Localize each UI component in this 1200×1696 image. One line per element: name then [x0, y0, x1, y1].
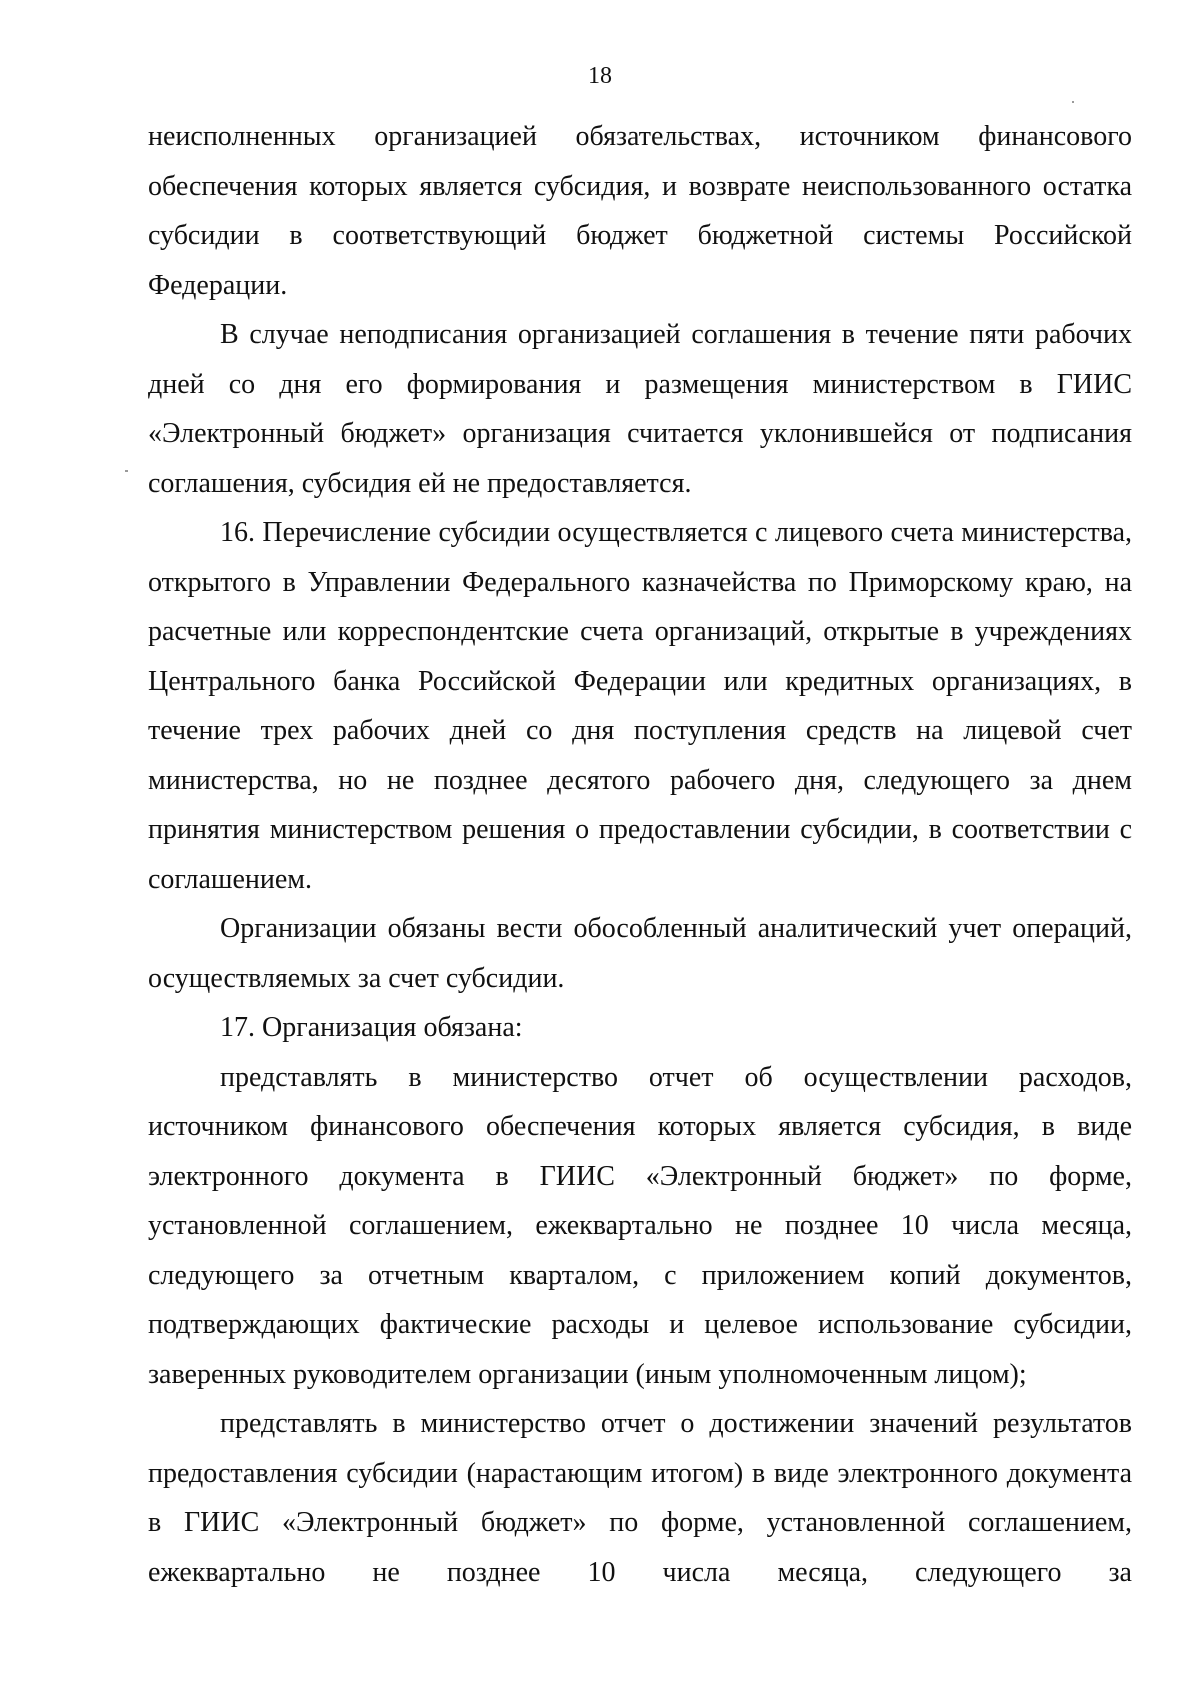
paragraph-expense-report: представлять в министерство отчет об осуществлении расходов, источником финансового обеспечения которых является субсидия, в виде электронного документа в ГИИС «Электронный бюджет» по форме, установленной соглашением, ежеквартально не позднее 10 числа месяца, следующего за отчетным кварталом, с приложением копий документов, подтверждающих фактические расходы и целевое использование субсидии, заверенных руководителем организации (иным уполномоченным лицом); — [148, 1061, 1132, 1390]
scan-speck — [125, 470, 128, 472]
paragraph-analytical-accounting: Организации обязаны вести обособленный аналитический учет операций, осуществляемых за счет субсидии. — [148, 913, 1132, 994]
document-body — [148, 112, 1132, 1597]
page-number: 18 — [588, 63, 612, 89]
paragraph-results-report: представлять в министерство отчет о достижении значений результатов предоставления субсидии (нарастающим итогом) в виде электронного документа в ГИИС «Электронный бюджет» по форме, установленной соглашением, ежеквартально не позднее 10 числа месяца, следующего за — [148, 1408, 1132, 1588]
paragraph-16-subsidy-transfer: 16. Перечисление субсидии осуществляется с лицевого счета министерства, открытого в Управлении Федерального казначейства по Приморскому краю, на расчетные или корреспондентские счета организаций, открытые в учреждениях Центрального банка Российской Федерации или кредитных организациях, в течение трех рабочих дней со дня поступления средств на лицевой счет министерства, но не позднее десятого рабочего дня, следующего за днем принятия министерством решения о предоставлении субсидии, в соответствии с соглашением. — [148, 517, 1132, 895]
paragraph-unsigned-agreement: В случае неподписания организацией соглашения в течение пяти рабочих дней со дня его формирования и размещения министерством в ГИИС «Электронный бюджет» организация считается уклонившейся от подписания соглашения, субсидия ей не предоставляется. — [148, 319, 1132, 499]
scan-speck — [1072, 101, 1074, 103]
paragraph-continuation: неисполненных организацией обязательствах, источником финансового обеспечения которых является субсидия, и возврате неиспользованного остатка субсидии в соответствующий бюджет бюджетной системы Российской Федерации. — [148, 121, 1132, 301]
paragraph-17-obligations-heading: 17. Организация обязана: — [220, 1012, 523, 1043]
